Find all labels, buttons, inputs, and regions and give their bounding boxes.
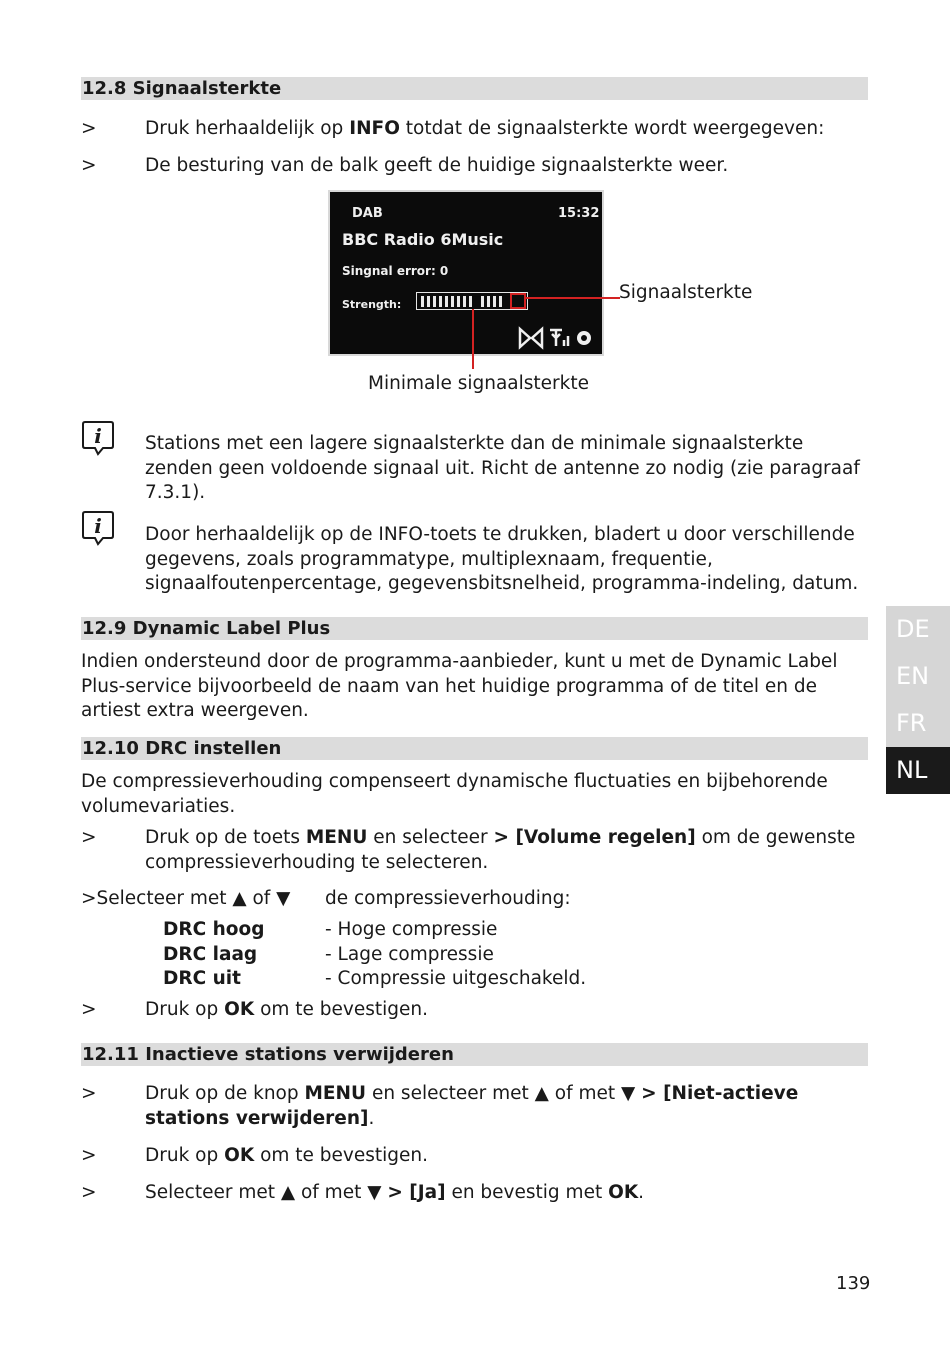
instruction-text (145, 1144, 875, 1169)
page-number: 139 (836, 1273, 871, 1294)
drc-option-desc: - Lage compressie (325, 944, 494, 965)
menu-path: > [Ja] (387, 1182, 446, 1203)
text-run: Druk op de toets (145, 827, 306, 848)
note-text: Stations met een lagere signaalsterkte dan de minimale signaalsterkte zenden geen voldoende signaal uit. Richt de antenne zo nodig (zie paragraaf 7.3.1). (145, 433, 860, 503)
display-station: BBC Radio 6Music (342, 230, 504, 249)
select-instruction: >Selecteer met ▲ of ▼ (81, 888, 291, 909)
info-icon (81, 510, 115, 546)
bullet-marker: > (81, 1182, 97, 1203)
callout-signaalsterkte: Signaalsterkte (619, 282, 753, 303)
bullet-marker: > (81, 155, 97, 176)
drc-option-desc: - Compressie uitgeschakeld. (325, 968, 587, 989)
paragraph: De compressieverhouding compenseert dynamische fluctuaties en bijbehorende volumevariaties. (81, 771, 828, 817)
drc-option-name: DRC laag (163, 944, 258, 965)
text-run: en bevestig met (445, 1182, 609, 1203)
text-run: Selecteer met ▲ of met ▼ (145, 1182, 388, 1203)
text-run: Druk herhaaldelijk op (145, 118, 350, 139)
text-run: om te bevestigen. (254, 999, 429, 1020)
callout-minimale-signaalsterkte: Minimale signaalsterkte (368, 373, 590, 394)
display-time: 15:32 (558, 206, 600, 221)
callout-line-bottom (472, 309, 474, 369)
instruction-text (145, 998, 875, 1023)
drc-option-name: DRC hoog (163, 919, 265, 940)
mute-icon (520, 329, 542, 347)
antenna-signal-icon (550, 330, 568, 346)
strength-marker (510, 293, 526, 309)
info-icon (81, 420, 115, 456)
display-band: DAB (352, 206, 383, 221)
text-run: Druk op (145, 999, 225, 1020)
instruction-text (145, 1082, 845, 1131)
section-heading-12-10: 12.10 DRC instellen (81, 737, 868, 760)
instruction-text (145, 117, 875, 142)
drc-option-name: DRC uit (163, 968, 241, 989)
text-run: . (638, 1182, 645, 1203)
text-run: om te bevestigen. (254, 1145, 429, 1166)
key-name: MENU (305, 827, 368, 848)
key-name: INFO (349, 118, 400, 139)
language-tab-nl[interactable]: NL (886, 747, 950, 794)
text-run: . (368, 1107, 375, 1129)
svg-text:i: i (94, 514, 102, 538)
bullet-marker: > (81, 118, 97, 139)
bullet-marker: > (81, 999, 97, 1020)
language-tabs (886, 606, 950, 794)
radio-display-image (328, 190, 604, 356)
display-strength-label: Strength: (342, 298, 402, 311)
text-run: Druk op de knop (145, 1083, 305, 1104)
key-name: OK (608, 1182, 639, 1203)
text-run: om de gewenste compressieverhouding te selecteren. (145, 827, 856, 873)
note-text: Door herhaaldelijk op de INFO-toets te drukken, bladert u door verschillende gegevens, zoals programmatype, multiplexnaam, frequentie, signaalfoutenpercentage, gegevensbitsnelheid, programma-indeling, datum. (145, 524, 859, 594)
callout-line-right (524, 297, 620, 299)
text-run: Druk op (145, 1145, 225, 1166)
select-instruction-target: de compressieverhouding: (325, 888, 571, 909)
text-run: totdat de signaalsterkte wordt weergegeven: (399, 118, 825, 139)
text-run: en selecteer (367, 827, 494, 848)
key-name: OK (224, 1145, 255, 1166)
text-run: en selecteer met ▲ of met ▼ (366, 1083, 642, 1104)
section-heading-12-9: 12.9 Dynamic Label Plus (81, 617, 868, 640)
bullet-marker: > (81, 827, 97, 848)
menu-path: > [Volume regelen] (493, 827, 696, 848)
instruction-text (145, 826, 865, 875)
status-icons (518, 326, 598, 350)
key-name: OK (224, 999, 255, 1020)
key-name: MENU (304, 1083, 367, 1104)
paragraph: Indien ondersteund door de programma-aanbieder, kunt u met de Dynamic Label Plus-service bijvoorbeeld de naam van het huidige programma of de titel en de artiest extra weergeven. (81, 651, 838, 721)
language-tab-fr[interactable]: FR (886, 700, 950, 747)
language-tab-de[interactable]: DE (886, 606, 950, 653)
language-tab-en[interactable]: EN (886, 653, 950, 700)
drc-option-desc: - Hoge compressie (325, 919, 498, 940)
instruction-text: De besturing van de balk geeft de huidige signaalsterkte weer. (145, 155, 729, 176)
instruction-text (145, 1181, 875, 1206)
bullet-marker: > (81, 1083, 97, 1104)
section-heading-12-8: 12.8 Signaalsterkte (81, 77, 868, 100)
svg-text:i: i (94, 424, 102, 448)
menu-path: > [Niet-actieve stations verwijderen] (145, 1083, 799, 1129)
bullet-marker: > (81, 1145, 97, 1166)
section-heading-12-11: 12.11 Inactieve stations verwijderen (81, 1043, 868, 1066)
display-signal-error: Singnal error: 0 (342, 264, 449, 278)
